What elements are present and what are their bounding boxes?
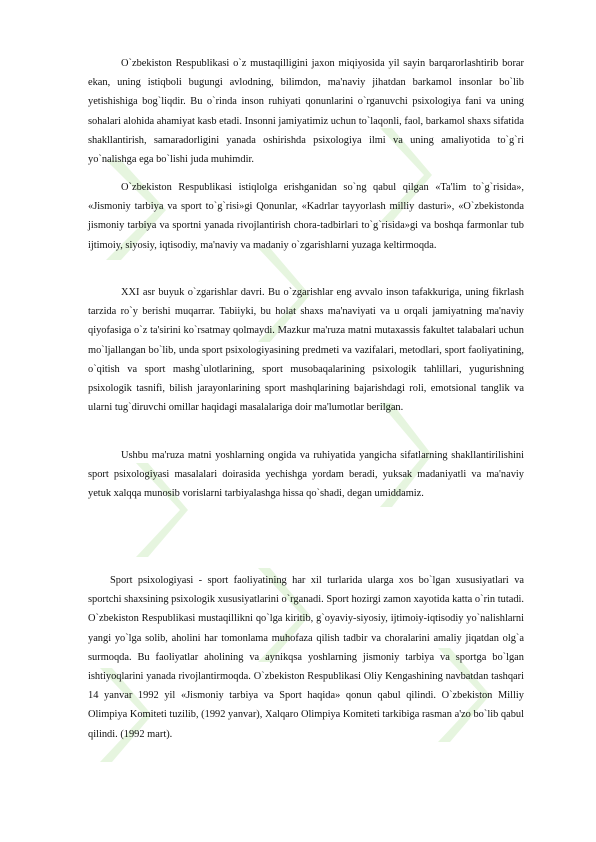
paragraph-laws: O`zbekiston Respublikasi istiqlolga erishganidan so`ng qabul qilgan «Ta'lim to`g`risida», «Jismoniy tarbiya va sport to`g`risi»gi Qonunlar, «Kadrlar tayyorlash milliy dasturi», «O`zbekistonda jismoniy tarbiya va sportni yanada rivojlantirish chora-tadbirlari to`g`risida»gi va boshqa farmonlar tub ijtimoiy, siyosiy, iqtisodiy, ma'naviy va madaniy o`zgarishlarni yuzaga keltirmoqda. bbox=[88, 182, 524, 251]
paragraph-purpose: Ushbu ma'ruza matni yoshlarning ongida va ruhiyatida yangicha sifatlarning shakllantirilishini sport psixologiyasi masalalari doirasida yechishga yordam beradi, yuksak madaniyatli va ma'naviy yetuk xalqqa munosib vorislarni tarbiyalashga hissa qo`shadi, degan umiddamiz. bbox=[88, 450, 524, 500]
paragraph-intro: O`zbekiston Respublikasi o`z mustaqilligini jaxon miqiyosida yil sayin barqarorlashtirib borar ekan, uning istiqboli bugungi avlodning, bilimdon, ma'naviy jihatdan barkamol insonlar bo`lib yetishishiga bog`liqdir. Bu o`rinda inson ruhiyati qonunlarini o`rganuvchi psixologiya fani va uning sohalari alohida ahamiyat kasb etadi. Insonni jamiyatimiz uchun to`laqonli, faol, barkamol shaxs sifatida shakllantirish, samaradorligini yanada oshirishda psixologiya ilmi va uning amaliyotida to`g`ri yo`nalishga ega bo`lishi juda muhimdir. bbox=[88, 58, 524, 166]
paragraph-21st-century: XXI asr buyuk o`zgarishlar davri. Bu o`zgarishlar eng avvalo inson tafakkuriga, uning fikrlash tarzida ro`y berishi muqarrar. Tabiiyki, bu holat shaxs ma'naviyati va u orqali jamiyatning ma'naviy qiyofasiga o`z ta'sirini ko`rsatmay qolmaydi. Mazkur ma'ruza matni mutaxassis fakultet talabalari uchun mo`ljallangan bo`lib, unda sport psixologiyasining predmeti va vazifalari, metodlari, sport faoliyatining, o`qitish va sport mashg`ulotlarining, sport musobaqalarining psixologik tahlillari, yugurishning psixologik tasnifi, bilish jarayonlarining sport mashqlarining bajarishdagi roli, emotsional tanglik va ularni tug`diruvchi omillar haqidagi masalalariga doir ma'lumotlar berilgan. bbox=[88, 287, 524, 414]
paragraph-sport-psychology: Sport psixologiyasi - sport faoliyatining har xil turlarida ularga xos bo`lgan xususiyatlari va sportchi shaxsining psixologik xususiyatlarini o`rganadi. Sport hozirgi zamon xayotida katta o`rin tutadi. O`zbekiston Respublikasi mustaqillikni qo`lga kiritib, g`oyaviy-siyosiy, ijtimoiy-iqtisodiy yo`nalishlarni yangi yo`lga solib, aholini har tomonlama muhofaza qilish tadbir va choralarini amaliy jiqatdan olg`a surmoqda. Bu faoliyatlar aholining va aynikqsa yoshlarning jismoniy tarbiya va sportga bo`lgan ishtiyoqlarini yanada rivojlantirmoqda. O`zbekiston Respublikasi Oliy Kengashining navbatdan tashqari 14 yanvar 1992 yil «Jismoniy tarbiya va Sport haqida» qonun qabul qilindi. O`zbekiston Milliy Olimpiya Komiteti tuzilib, (1992 yanvar), Xalqaro Olimpiya Komiteti tarkibiga rasman a'zo bo`lib qabul qilindi. (1992 mart). bbox=[88, 575, 524, 740]
